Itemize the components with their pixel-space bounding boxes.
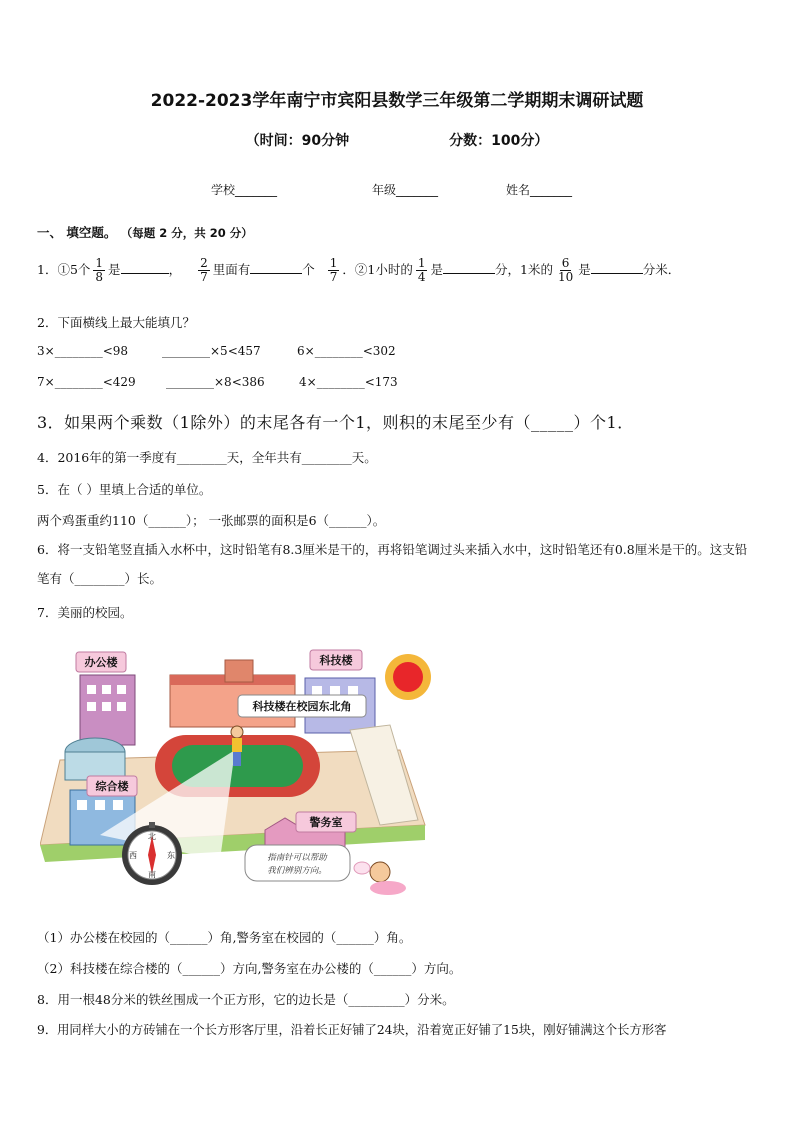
section-note: （每题 2 分，共 20 分）: [120, 226, 253, 240]
q1-text: ，: [168, 262, 182, 277]
inequality[interactable]: 6×________<302: [297, 344, 396, 358]
denominator: 7: [329, 270, 338, 284]
compass-east-label: 东: [167, 851, 175, 860]
question-1: [37, 257, 680, 284]
campus-illustration: [40, 640, 440, 902]
question-5-line: 两个鸡蛋重约110（______）； 一张邮票的面积是6（______）。: [37, 513, 386, 528]
answer-blank[interactable]: [250, 273, 302, 274]
question-9: 9．用同样大小的方砖铺在一个长方形客厅里，沿着长正好铺了24块，沿着宽正好铺了15块，刚好铺满这个长方形客: [37, 1023, 667, 1037]
boy-body: [232, 738, 242, 752]
window: [102, 702, 111, 711]
exam-time: （时间：90分钟: [245, 133, 350, 149]
question-7-sub-2: （2）科技楼在综合楼的（______）方向,警务室在办公楼的（______）方向。: [37, 961, 462, 976]
q1-text: 1．①5个: [37, 262, 91, 277]
numerator: 6: [561, 256, 570, 270]
numerator: 2: [200, 256, 208, 270]
compass-north-label: 北: [148, 832, 156, 841]
denominator: 7: [200, 270, 208, 284]
inequality[interactable]: 7×________<429: [37, 375, 136, 389]
q1-text: ．②1小时的: [342, 262, 413, 277]
fraction: [328, 257, 340, 284]
q1-text: 是: [430, 262, 443, 277]
office-label: 办公楼: [84, 656, 118, 669]
boy-legs: [233, 752, 241, 766]
speech-text: 科技楼在校园东北角: [252, 700, 352, 713]
answer-blank[interactable]: [121, 273, 169, 274]
window: [87, 702, 96, 711]
numerator: 1: [417, 256, 426, 270]
q1-text: 里面有: [212, 262, 251, 277]
numerator: 1: [95, 256, 104, 270]
denominator: 8: [95, 270, 104, 284]
name-field[interactable]: 姓名_______: [506, 183, 573, 197]
fairy-wing: [354, 862, 370, 874]
school-field[interactable]: 学校_______: [211, 183, 278, 197]
fairy-body: [370, 881, 406, 895]
question-7-sub-1: （1）办公楼在校园的（______）角,警务室在校园的（______）角。: [37, 930, 412, 945]
denominator: 10: [557, 270, 574, 284]
section-heading: [37, 223, 253, 241]
window: [117, 702, 126, 711]
fraction: [93, 257, 105, 284]
complex-label: 综合楼: [95, 780, 129, 793]
guard-label: 警务室: [309, 816, 343, 829]
tech-label: 科技楼: [319, 654, 353, 667]
window: [117, 685, 126, 694]
answer-blank[interactable]: [591, 273, 643, 274]
question-6: 6．将一支铅笔竖直插入水杯中，这时铅笔有8.3厘米是干的，再将铅笔调过头来插入水中，这时铅笔还有0.8厘米是干的。这支铅笔有（________）长。: [37, 542, 748, 586]
denominator: 4: [417, 270, 426, 284]
boy-head: [231, 726, 243, 738]
q1-text: 是: [578, 262, 591, 277]
tower: [225, 660, 253, 682]
window: [87, 685, 96, 694]
fraction: [416, 257, 428, 284]
q1-text: 是: [108, 262, 121, 277]
fairy-head: [370, 862, 390, 882]
hint-line-1: 指南针可以帮助: [267, 853, 327, 863]
compass-ring: [149, 822, 155, 828]
section-title: 一、 填空题。: [37, 225, 117, 240]
q1-text: 分，1米的: [495, 262, 553, 277]
window: [102, 685, 111, 694]
question-8: 8．用一根48分米的铁丝围成一个正方形，它的边长是（_________）分米。: [37, 992, 455, 1007]
exam-score: 分数：100分）: [449, 133, 549, 149]
question-7-title: 7．美丽的校园。: [37, 605, 133, 620]
question-3: 3．如果两个乘数（1除外）的末尾各有一个1，则积的末尾至少有（_____）个1．: [37, 413, 634, 432]
sun-icon: [385, 654, 431, 700]
inequality[interactable]: 4×________<173: [299, 375, 398, 389]
page-title: 2022-2023学年南宁市宾阳县数学三年级第二学期期末调研试题: [150, 91, 644, 111]
inequality[interactable]: ________×5<457: [162, 344, 261, 358]
exam-meta: [0, 130, 794, 150]
question-5-title: 5．在（ ）里填上合适的单位。: [37, 482, 212, 497]
fraction: [556, 257, 575, 284]
q1-text: 个: [302, 262, 315, 277]
fraction: [198, 257, 210, 284]
window: [95, 800, 105, 810]
compass-west-label: 西: [129, 851, 137, 860]
answer-blank[interactable]: [443, 273, 495, 274]
compass-south-label: 南: [148, 870, 156, 879]
q1-text: 分米．: [642, 262, 681, 277]
numerator: 1: [329, 256, 338, 270]
window: [77, 800, 87, 810]
hint-line-2: 我们辨别方向。: [267, 866, 327, 876]
inequality[interactable]: ________×8<386: [166, 375, 265, 389]
grade-field[interactable]: 年级_______: [372, 183, 439, 197]
question-4: 4．2016年的第一季度有________天，全年共有________天。: [37, 450, 377, 465]
window: [113, 800, 123, 810]
inequality[interactable]: 3×________<98: [37, 344, 129, 358]
question-2-title: 2．下面横线上最大能填几？: [37, 315, 195, 330]
